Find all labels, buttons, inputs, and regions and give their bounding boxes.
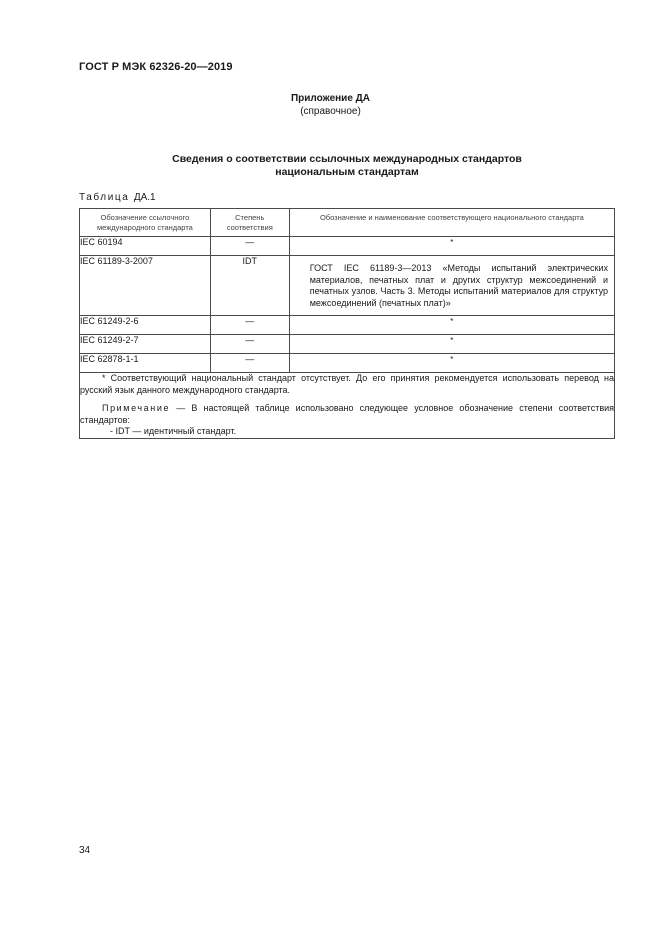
header-national-standard: Обозначение и наименование соответствующего национального стандарта — [289, 209, 614, 237]
table-notes-row — [80, 373, 615, 439]
table-label — [79, 192, 156, 203]
footnote-mark: * — [450, 355, 454, 364]
table-label-number: ДА.1 — [133, 192, 156, 203]
section-title — [0, 153, 661, 179]
cell-code: IEC 62878-1-1 — [80, 354, 211, 373]
table-notes — [80, 373, 615, 439]
cell-degree: IDT — [210, 256, 289, 316]
footnote-mark: * — [450, 238, 454, 247]
page-number: 34 — [79, 845, 91, 856]
note-label: Примечание — [102, 403, 171, 413]
correspondence-table — [79, 208, 615, 439]
appendix-title: Приложение ДА — [290, 93, 371, 104]
table-label-prefix: Таблица — [79, 192, 130, 203]
appendix-subtitle: (справочное) — [300, 106, 361, 117]
cell-national — [289, 237, 614, 256]
section-title-line2: национальным стандартам — [275, 166, 419, 178]
table-row — [80, 316, 615, 335]
table-row — [80, 256, 615, 316]
cell-national — [289, 316, 614, 335]
national-standard-text: ГОСТ IEC 61189-3—2013 «Методы испытаний электрических материалов, печатных плат и других структур межсоединений и печатных узлов. Часть 3. Методы испытаний материалов для структур межсоединений (печатных плат)» — [309, 263, 608, 308]
cell-degree: — — [210, 316, 289, 335]
footnote-mark: * — [450, 317, 454, 326]
cell-code: IEC 61249-2-6 — [80, 316, 211, 335]
document-code: ГОСТ Р МЭК 62326-20—2019 — [79, 61, 233, 73]
footnote-mark: * — [450, 336, 454, 345]
cell-degree: — — [210, 237, 289, 256]
table-row — [80, 354, 615, 373]
cell-national — [289, 335, 614, 354]
cell-national — [289, 256, 614, 316]
header-degree: Степень соответствия — [210, 209, 289, 237]
cell-degree: — — [210, 354, 289, 373]
appendix-heading — [0, 92, 661, 118]
note-text: — В настоящей таблице использовано следующее условное обозначение степени соответствия стандартов: — [80, 403, 614, 425]
cell-national — [289, 354, 614, 373]
table-header-row — [80, 209, 615, 237]
header-international-standard: Обозначение ссылочного международного стандарта — [80, 209, 211, 237]
table-row — [80, 237, 615, 256]
table-row — [80, 335, 615, 354]
cell-degree: — — [210, 335, 289, 354]
cell-code: IEC 61189-3-2007 — [80, 256, 211, 316]
cell-code: IEC 60194 — [80, 237, 211, 256]
cell-code: IEC 61249-2-7 — [80, 335, 211, 354]
note-item: - IDT — идентичный стандарт. — [110, 426, 237, 436]
section-title-line1: Сведения о соответствии ссылочных международных стандартов — [172, 153, 522, 165]
table-note — [80, 403, 614, 426]
table-footnote: * Соответствующий национальный стандарт отсутствует. До его принятия рекомендуется использовать перевод на русский язык данного международного стандарта. — [80, 373, 614, 395]
